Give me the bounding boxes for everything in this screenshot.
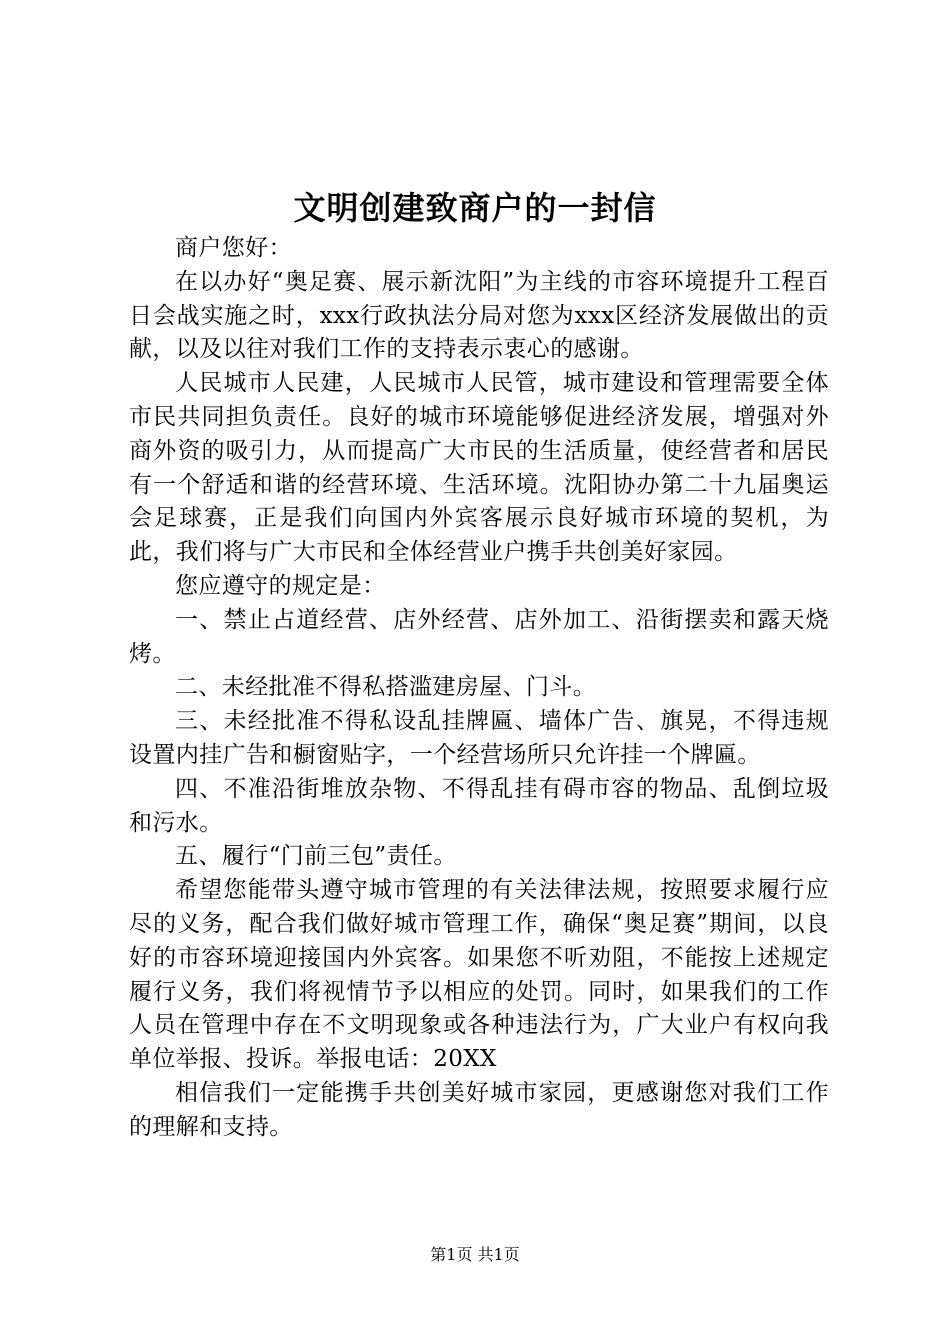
greeting-paragraph: 商户您好： (175, 235, 292, 261)
body-paragraph: 人民城市人民建，人民城市人民管，城市建设和管理需要全体市民共同担负责任。良好的城市环境能够促进经济发展，增强对外商外资的吸引力，从而提高广大市民的生活质量，使经营者和居民有一个舒适和谐的经营环境、生活环境。沈阳协办第二十九届奥运会足球赛，正是我们向国内外宾客展示良好城市环境的契机，为此，我们将与广大市民和全体经营业户携手共创美好家园。 (129, 370, 829, 566)
page-footer: 第1页 共1页 (430, 1245, 520, 1264)
body-paragraph: 希望您能带头遵守城市管理的有关法律法规，按照要求履行应尽的义务，配合我们做好城市管理工作，确保“奥足赛”期间，以良好的市容环境迎接国内外宾客。如果您不听劝阻，不能按上述规定履行义务，我们将视情节予以相应的处罚。同时，如果我们的工作人员在管理中存在不文明现象或各种违法行为，广大业户有权向我单位举报、投诉。举报电话：20XX (129, 877, 829, 1073)
rule-item: 二、未经批准不得私搭滥建房屋、门斗。 (175, 674, 597, 701)
body-paragraph: 在以办好“奥足赛、展示新沈阳”为主线的市容环境提升工程百日会战实施之时，xxx行政执法分局对您为xxx区经济发展做出的贡献，以及以往对我们工作的支持表示衷心的感谢。 (129, 268, 829, 363)
rule-item: 四、不准沿街堆放杂物、不得乱挂有碍市容的物品、乱倒垃圾和污水。 (129, 775, 829, 836)
document-title: 文明创建致商户的一封信 (293, 189, 657, 227)
rule-item: 三、未经批准不得私设乱挂牌匾、墙体广告、旗晃，不得违规设置内挂广告和橱窗贴字，一个经营场所只允许挂一个牌匾。 (129, 708, 829, 768)
closing-paragraph: 相信我们一定能携手共创美好城市家园，更感谢您对我们工作的理解和支持。 (129, 1079, 829, 1140)
rule-item: 一、禁止占道经营、店外经营、店外加工、沿街摆卖和露天烧烤。 (129, 606, 829, 667)
document-body (129, 232, 829, 1145)
rule-item: 五、履行“门前三包”责任。 (175, 843, 457, 870)
rules-heading: 您应遵守的规定是： (175, 572, 386, 599)
